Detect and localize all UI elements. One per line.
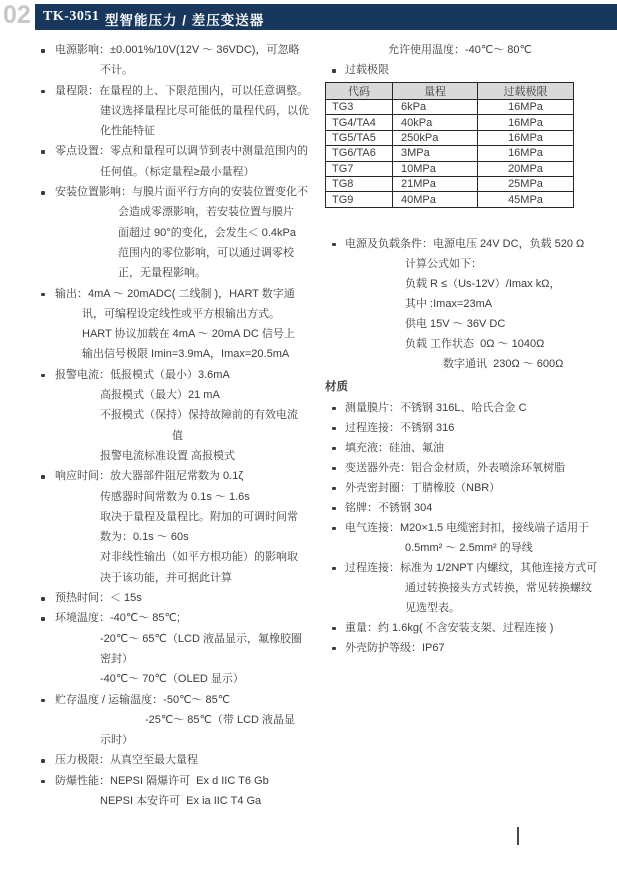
spec-item: 变送器外壳：铝合金材质，外表喷涂环氧树脂 xyxy=(325,458,617,478)
spec-item: 输出：4mA ～ 20mADC( 二线制 )，HART 数字通 xyxy=(35,284,330,304)
table-cell: TG4/TA4 xyxy=(326,115,393,130)
page-title: 型智能压力 / 差压变送器 xyxy=(105,13,265,28)
spec-item: 环境温度：-40℃～ 85℃; xyxy=(35,608,330,628)
table-cell: TG6/TA6 xyxy=(326,146,393,161)
table-cell: 45MPa xyxy=(478,192,574,207)
spec-line: 不计。 xyxy=(100,64,133,77)
spec-line: 其中 :Imax=23mA xyxy=(405,297,493,310)
table-cell: 16MPa xyxy=(478,100,574,115)
table-row xyxy=(326,130,574,145)
spec-line: 建议选择量程比尽可能低的量程代码，以优 xyxy=(100,104,309,117)
spec-line: 负载 工作状态 0Ω ～ 1040Ω xyxy=(405,337,545,350)
spec-item: 报警电流：低报模式（最小）3.6mA xyxy=(35,365,330,385)
left-column xyxy=(35,40,330,811)
right-column xyxy=(325,40,617,658)
table-cell: 10MPa xyxy=(393,161,478,176)
spec-item: 过程连接：不锈钢 316 xyxy=(325,418,617,438)
spec-item: 贮存温度 / 运输温度：-50℃～ 85℃ xyxy=(35,690,330,710)
table-cell: 21MPa xyxy=(393,176,478,191)
table-cell: 250kPa xyxy=(393,130,478,145)
spec-line: 数为：0.1s ～ 60s xyxy=(100,531,189,544)
spec-line: 化性能特征 xyxy=(100,125,155,138)
spec-item: 电源及负载条件：电源电压 24V DC，负载 520 Ω xyxy=(325,234,617,254)
spec-item: 电气连接：M20×1.5 电缆密封扣，接线端子适用于 xyxy=(325,518,617,538)
spec-line: 允许使用温度：-40℃～ 80℃ xyxy=(388,44,532,56)
spec-item: 预热时间：＜ 15s xyxy=(35,588,330,608)
table-cell: 20MPa xyxy=(478,161,574,176)
table-row xyxy=(326,192,574,207)
spec-line: 对非线性输出（如平方根功能）的影响取 xyxy=(100,551,298,564)
spec-line: 数字通讯 230Ω ～ 600Ω xyxy=(443,357,564,370)
table-cell: 16MPa xyxy=(478,115,574,130)
spec-item: 外壳防护等级：IP67 xyxy=(325,638,617,658)
spec-line: 范围内的零位影响，可以通过调零校 xyxy=(118,246,294,259)
spec-item: 电源影响：±0.001%/10V(12V ～ 36VDC)，可忽略 xyxy=(35,40,330,60)
spec-line: 任何值。（标定量程≥最小量程） xyxy=(100,165,255,178)
spec-item: 过程连接：标准为 1/2NPT 内螺纹，其他连接方式可 xyxy=(325,558,617,578)
spec-line: 不报模式（保持）保持故障前的有效电流 xyxy=(100,409,298,422)
power-load-lines xyxy=(325,234,617,374)
table-row xyxy=(326,146,574,161)
spec-line: 通过转换接头方式转换，常见转换螺纹 xyxy=(405,581,592,594)
header-bar xyxy=(35,4,617,30)
spec-line: 正，无量程影响。 xyxy=(118,267,206,280)
spec-line: 供电 15V ～ 36V DC xyxy=(405,317,506,330)
table-cell: 16MPa xyxy=(478,146,574,161)
spec-item: 防爆性能：NEPSI 隔爆许可 Ex d IIC T6 Gb xyxy=(35,771,330,791)
spec-line: -20℃～ 65℃（LCD 液晶显示，氟橡胶圈 xyxy=(100,632,302,645)
spec-item: 响应时间：放大器部件阻尼常数为 0.1ζ xyxy=(35,466,330,486)
spec-line: HART 协议加载在 4mA ～ 20mA DC 信号上 xyxy=(82,328,295,341)
table-cell: 16MPa xyxy=(478,130,574,145)
spec-item: 压力极限：从真空至最大量程 xyxy=(35,750,330,770)
spec-line: 报警电流标准设置 高报模式 xyxy=(100,449,236,462)
table-header-cell: 代码 xyxy=(326,83,393,100)
table-header-row xyxy=(326,83,574,100)
spec-item: 填充液：硅油、氟油 xyxy=(325,438,617,458)
overload-limit-table xyxy=(325,82,574,208)
spec-line: 传感器时间常数为 0.1s ～ 1.6s xyxy=(100,490,250,503)
table-cell: 25MPa xyxy=(478,176,574,191)
table-row xyxy=(326,161,574,176)
table-row xyxy=(326,115,574,130)
material-lines xyxy=(325,398,617,658)
spec-item: 测量膜片：不锈钢 316L、哈氏合金 C xyxy=(325,398,617,418)
spec-line: 见选型表。 xyxy=(405,601,460,614)
spec-item: 安装位置影响：与膜片面平行方向的安装位置变化不 xyxy=(35,182,330,202)
spec-line: 负载 R ≤（Us-12V）/Imax kΩ， xyxy=(405,277,561,290)
spec-line: 讯，可编程设定线性或平方根输出方式。 xyxy=(82,307,280,320)
table-cell: TG8 xyxy=(326,176,393,191)
table-cell: TG7 xyxy=(326,161,393,176)
spec-line: 高报模式（最大）21 mA xyxy=(100,389,220,402)
spec-line: NEPSI 本安许可 Ex ia IIC T4 Ga xyxy=(100,794,262,807)
spec-line: 面超过 90°的变化，会发生＜ 0.4kPa xyxy=(118,226,296,239)
spec-item: 过载极限 xyxy=(325,60,617,80)
table-row xyxy=(326,100,574,115)
spec-line: 取决于量程及量程比。附加的可调时间常 xyxy=(100,510,298,523)
table-cell: 40kPa xyxy=(393,115,478,130)
table-cell: TG5/TA5 xyxy=(326,130,393,145)
section-heading-material: 材质 xyxy=(325,380,348,393)
table-header-cell: 过载极限 xyxy=(478,83,574,100)
right-top-lines xyxy=(325,40,617,80)
spec-item: 零点设置：零点和量程可以调节到表中测量范围内的 xyxy=(35,141,330,161)
spec-item: 重量：约 1.6kg( 不含安装支架、过程连接 ) xyxy=(325,618,617,638)
model-number: TK-3051 xyxy=(43,9,100,24)
table-cell: 3MPa xyxy=(393,146,478,161)
spec-line: -40℃～ 70℃（OLED 显示） xyxy=(100,673,244,686)
table-cell: 40MPa xyxy=(393,192,478,207)
spec-line: 会造成零漂影响，若安装位置与膜片 xyxy=(118,206,294,219)
table-row xyxy=(326,176,574,191)
spec-item: 外壳密封圈：丁腈橡胶（NBR） xyxy=(325,478,617,498)
spec-item: 量程限：在量程的上、下限范围内，可以任意调整。 xyxy=(35,81,330,101)
spec-item: 铭牌：不锈钢 304 xyxy=(325,498,617,518)
page-number: 02 xyxy=(3,1,31,29)
footer-mark xyxy=(517,827,519,845)
table-cell: 6kPa xyxy=(393,100,478,115)
spec-line: 值 xyxy=(172,429,183,442)
spec-line: 输出信号极限 Imin=3.9mA，Imax=20.5mA xyxy=(82,348,290,361)
spec-line: 计算公式如下： xyxy=(405,257,482,270)
table-cell: TG3 xyxy=(326,100,393,115)
spec-line: 密封） xyxy=(100,652,133,665)
spec-line: -25℃～ 85℃（带 LCD 液晶显 xyxy=(145,713,296,726)
table-header-cell: 量程 xyxy=(393,83,478,100)
spec-line: 0.5mm² ～ 2.5mm² 的导线 xyxy=(405,541,533,554)
spec-line: 示时） xyxy=(100,734,133,747)
spec-line: 决于该功能，并可据此计算 xyxy=(100,571,232,584)
table-cell: TG9 xyxy=(326,192,393,207)
